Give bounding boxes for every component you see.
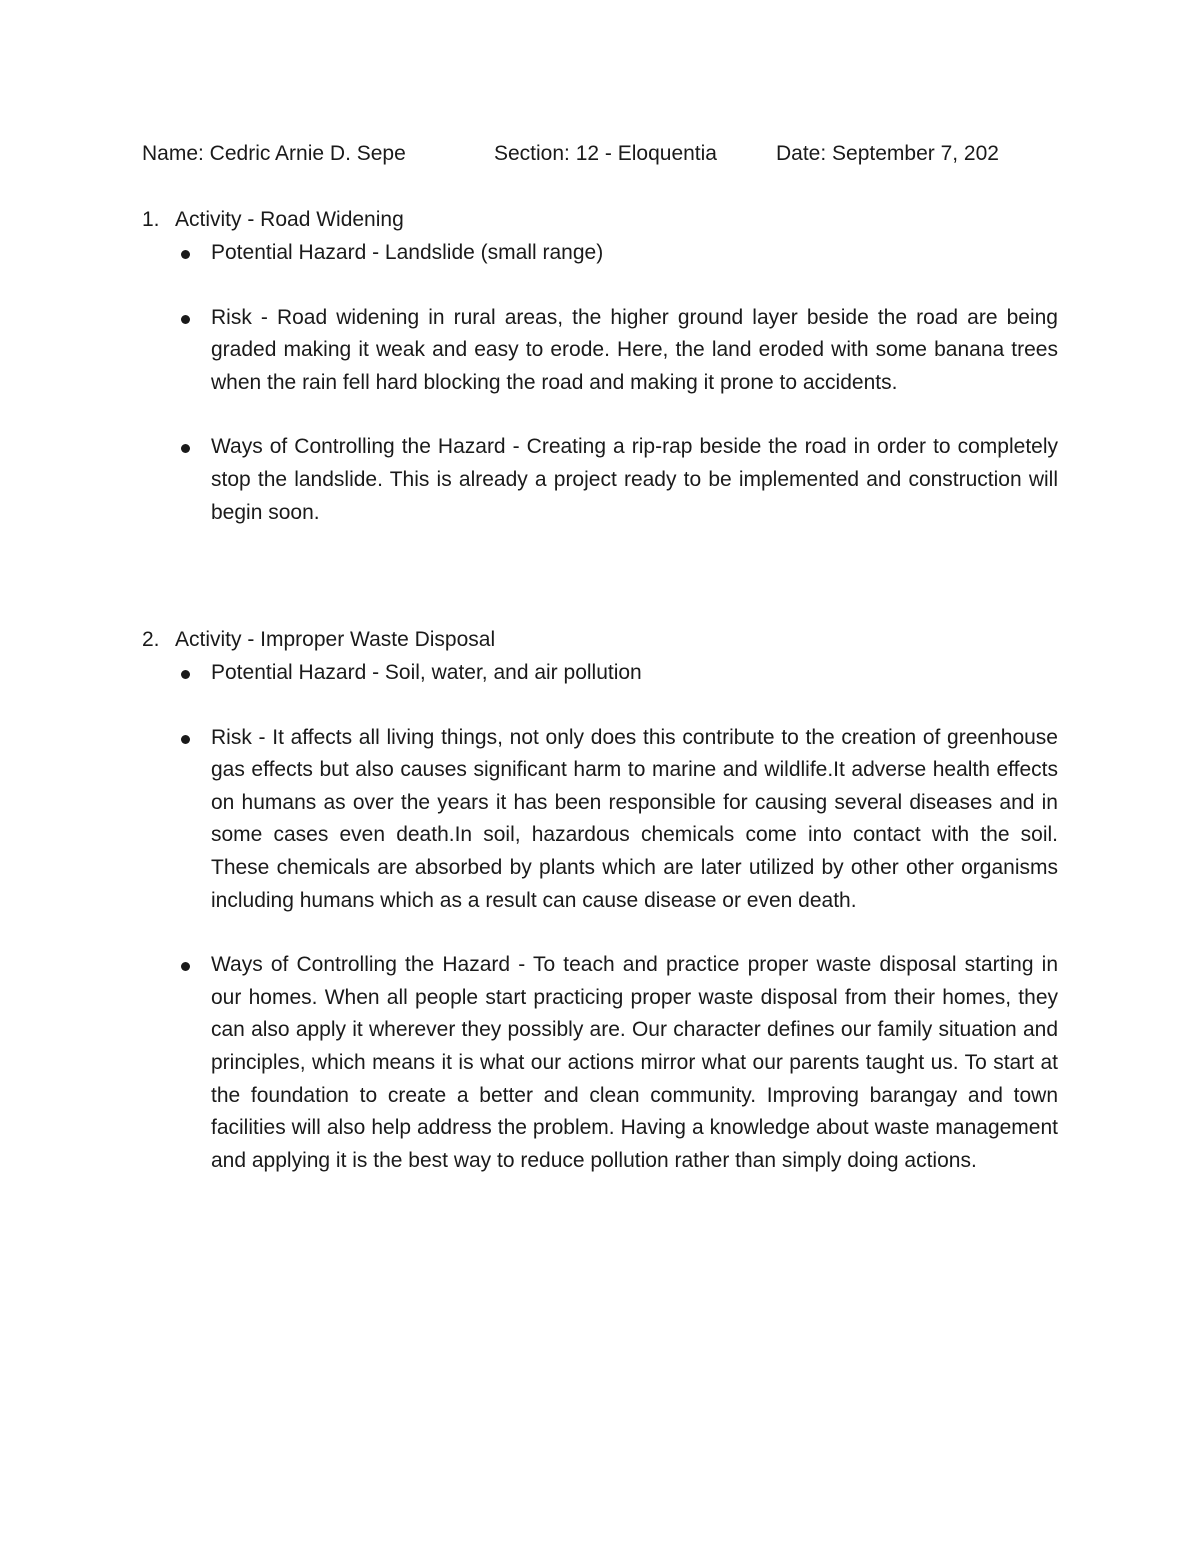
control-text: Ways of Controlling the Hazard - To teach and practice proper waste disposal starting in our homes. When all people start practicing proper waste disposal from their homes, they can also apply it wherever they possibly are. Our character defines our family situation and principles, which means it is what our actions mirror what our parents taught us. To start at the foundation to create a better and clean community. Improving barangay and town facilities will also help address the problem. Having a knowledge about waste management and applying it is the best way to reduce pollution rather than simply doing actions.	[211, 953, 1058, 1172]
activity-label: Activity - Road Widening	[175, 208, 404, 231]
control-text: Ways of Controlling the Hazard - Creating a rip-rap beside the road in order to completely stop the landslide. This is already a project ready to be implemented and construction will begin soon.	[211, 435, 1058, 524]
risk-text: Risk - Road widening in rural areas, the higher ground layer beside the road are being graded making it weak and easy to erode. Here, the land eroded with some banana trees when the rain fell hard blocking the road and making it prone to accidents.	[211, 305, 1058, 394]
activity-label: Activity - Improper Waste Disposal	[175, 628, 496, 651]
student-info-header	[142, 142, 1062, 172]
activity-title	[142, 205, 1062, 235]
list-number: 1.	[142, 208, 160, 231]
potential-hazard-item	[211, 657, 1058, 690]
control-item	[211, 949, 1058, 1177]
list-number: 2.	[142, 628, 160, 651]
risk-item	[211, 302, 1058, 400]
bullet-icon	[181, 250, 190, 259]
risk-item	[211, 722, 1058, 918]
potential-hazard-item	[211, 237, 1058, 270]
control-item	[211, 431, 1058, 529]
bullet-icon	[181, 315, 190, 324]
activity-2	[142, 625, 1062, 1177]
bullet-icon	[181, 735, 190, 744]
risk-text: Risk - It affects all living things, not only does this contribute to the creation of greenhouse gas effects but also causes significant harm to marine and wildlife.It adverse health effects on humans as over the years it has been responsible for causing several diseases and in some cases even death.In soil, hazardous chemicals come into contact with the soil. These chemicals are absorbed by plants which are later utilized by other other organisms including humans which as a result can cause disease or even death.	[211, 725, 1058, 912]
bullet-icon	[181, 962, 190, 971]
potential-hazard-text: Potential Hazard - Landslide (small range)	[211, 241, 604, 264]
student-name: Name: Cedric Arnie D. Sepe	[142, 142, 406, 165]
bullet-icon	[181, 670, 190, 679]
student-section: Section: 12 - Eloquentia	[494, 142, 717, 165]
activity-title	[142, 625, 1062, 655]
submission-date: Date: September 7, 202	[776, 142, 999, 165]
bullet-icon	[181, 444, 190, 453]
potential-hazard-text: Potential Hazard - Soil, water, and air pollution	[211, 661, 642, 684]
activity-1	[142, 205, 1062, 529]
